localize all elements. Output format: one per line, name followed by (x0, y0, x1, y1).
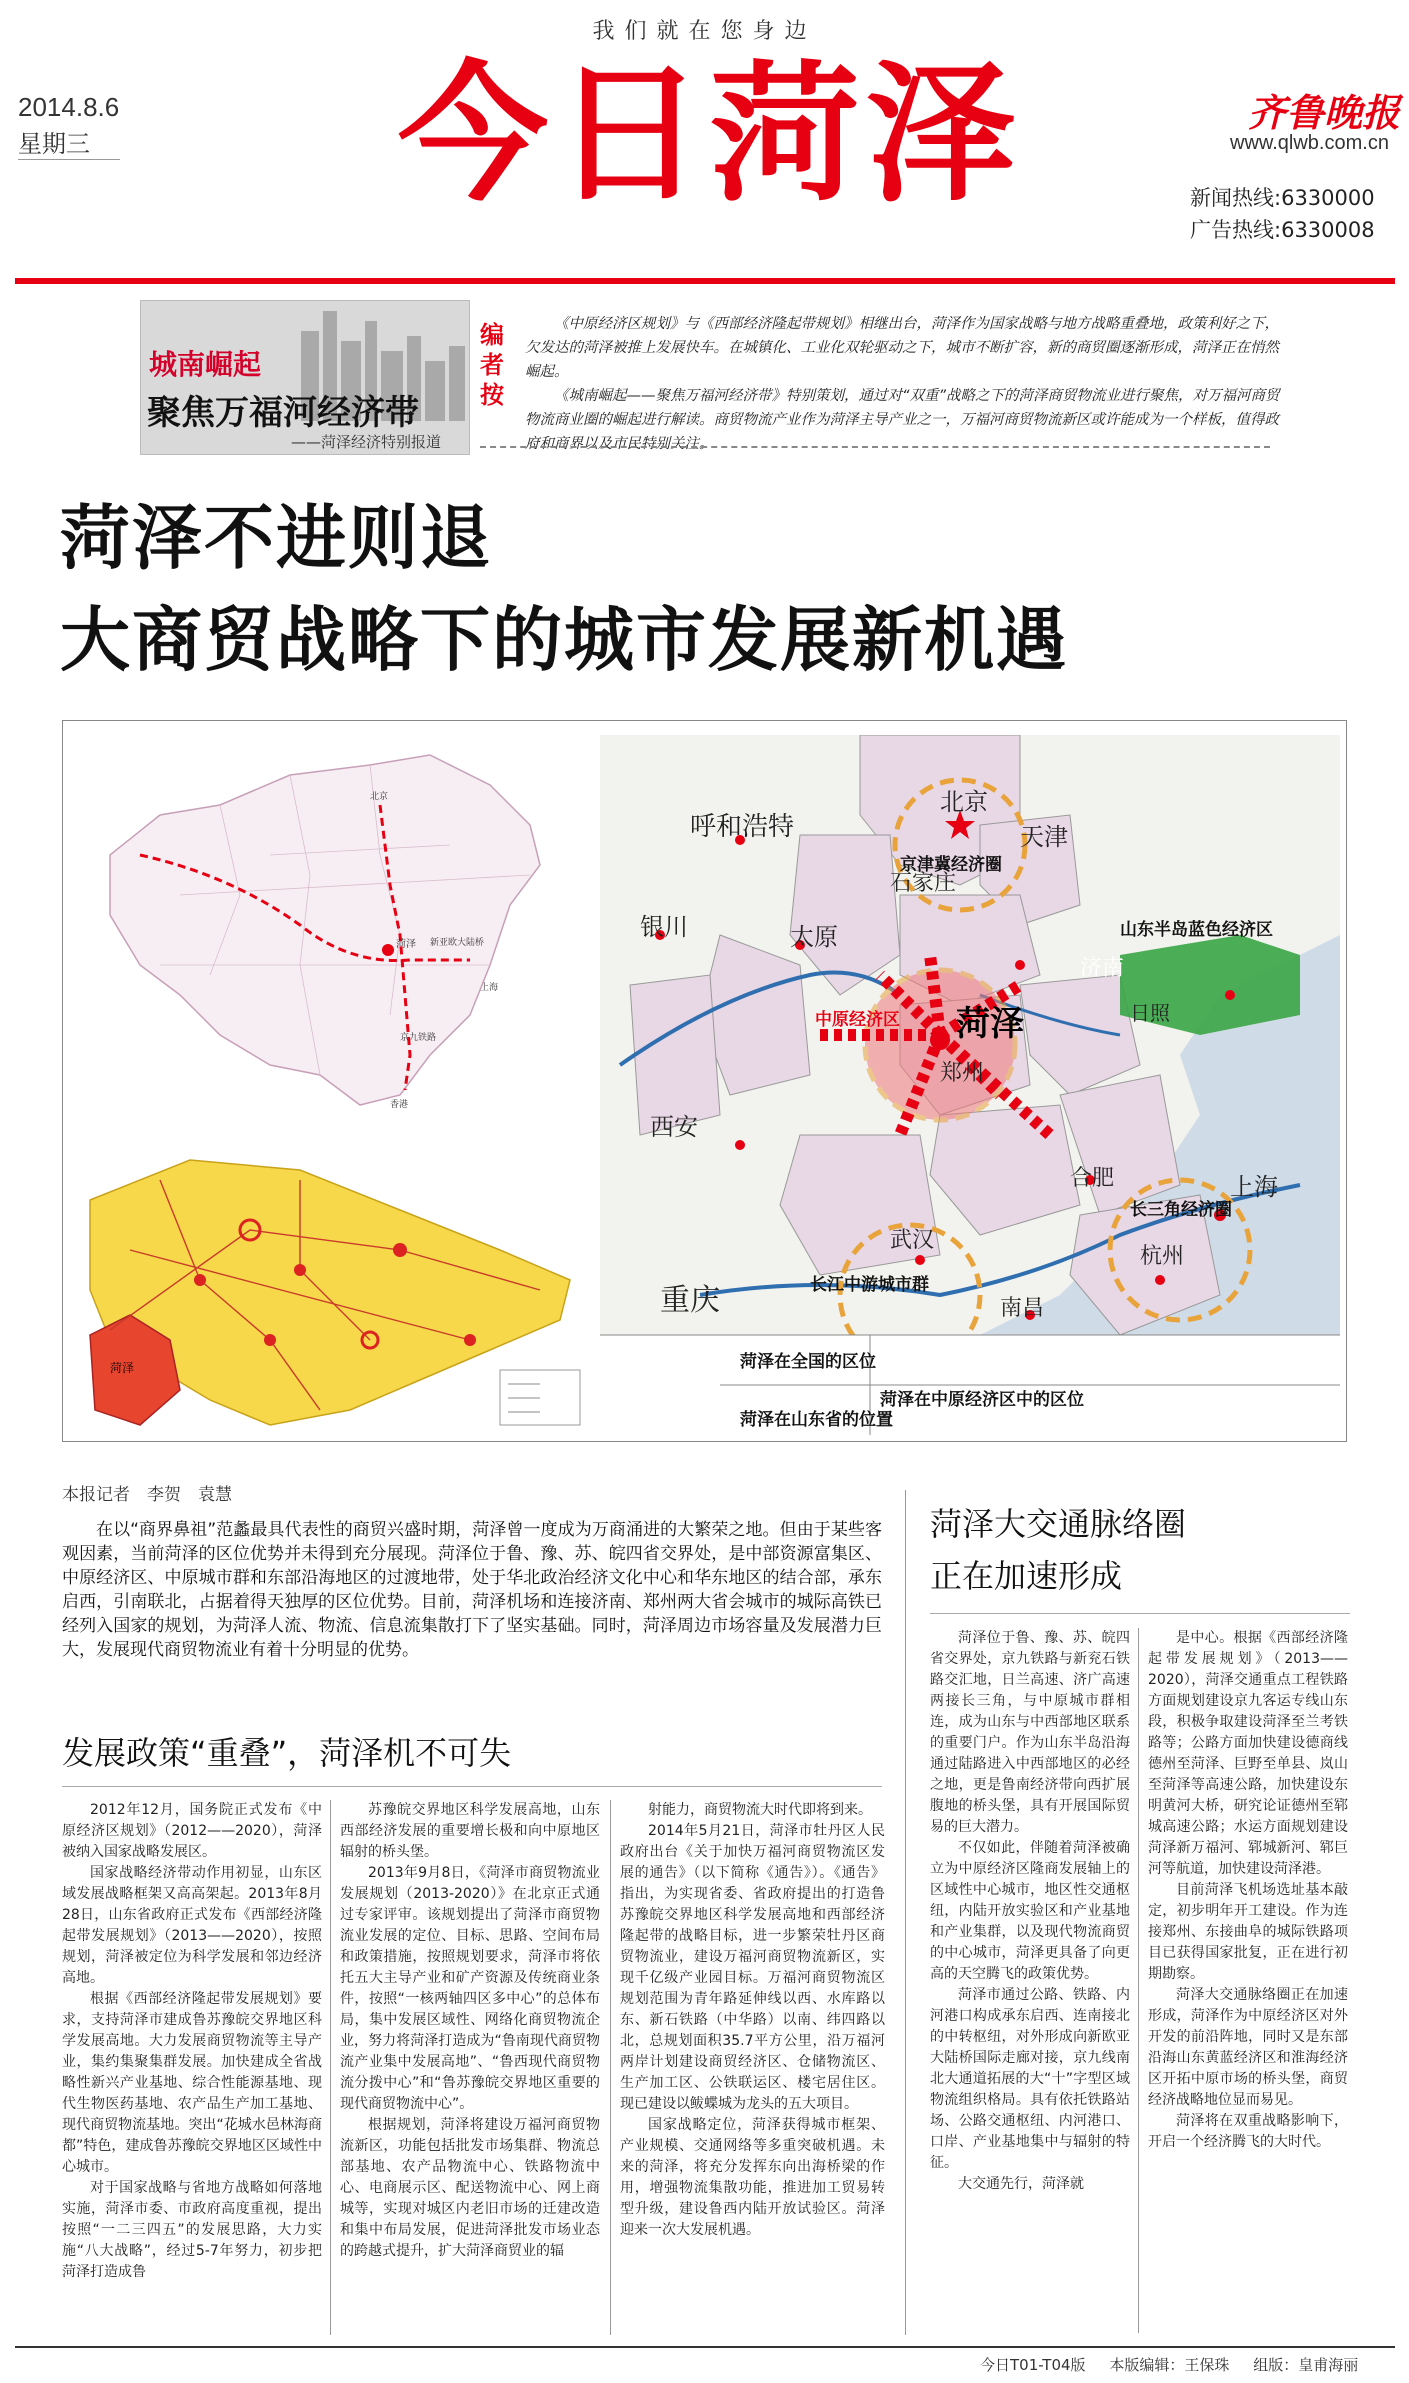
article-column-1 (62, 1800, 322, 2283)
article-column-4 (930, 1628, 1130, 2195)
footer-layout: 组版：皇甫海丽 (1253, 2356, 1359, 2374)
sidebar-title-rule (930, 1613, 1350, 1614)
headline-line1: 菏泽不进则退 (60, 497, 492, 579)
column-divider (330, 1800, 331, 2335)
paragraph: 是中心。根据《西部经济隆起带发展规划》（2013——2020），菏泽交通重点工程铁路方面规划建设京九客运专线山东段，积极争取建设菏泽至兰考铁路等；公路方面加快建设德商线德州至菏泽、巨野至单县、岚山至菏泽等高速公路，加快建设东明黄河大桥，研究论证德州至郓城高速公路；水运方面规划建设菏泽新万福河、郓城新河、郓巨河等航道，加快建设菏泽港。 (1148, 1630, 1348, 1877)
editor-note-para: 《城南崛起——聚焦万福河经济带》特别策划，通过对“双重”战略之下的菏泽商贸物流业进行聚焦，对万福河商贸物流商业圈的崛起进行解读。商贸物流产业作为菏泽主导产业之一，万福河商贸物流新区或许能成为一个样板，值得政府和商界以及市民特别关注。 (525, 388, 1280, 452)
city-tianjin: 天津 (1020, 823, 1068, 851)
shandong-label-heze: 菏泽 (110, 1361, 135, 1375)
city-yinchuan: 银川 (640, 913, 688, 941)
footer-info (980, 2354, 1358, 2375)
paragraph: 菏泽位于鲁、豫、苏、皖四省交界处，京九铁路与新兖石铁路交汇地，日兰高速、济广高速两接长三角，与中原城市群相连，成为山东与中西部地区联系的重要门户。作为山东半岛沿海通过陆路进入中西部地区的必经之地，更是鲁南经济带向西扩展腹地的桥头堡，具有开展国际贸易的巨大潜力。 (930, 1630, 1130, 1835)
footer-editor: 本版编辑：王保珠 (1109, 2356, 1230, 2374)
caption-central: 菏泽在中原经济区中的区位 (880, 1390, 1084, 1410)
sidebar-title-line2: 正在加速形成 (930, 1557, 1123, 1595)
china-map (70, 735, 590, 1125)
paragraph: 国家战略定位，菏泽获得城市框架、产业规模、交通网络等多重突破机遇。未来的菏泽，将充分发挥东向出海桥梁的作用，增强物流集散功能，推进加工贸易转型升级，建设鲁西内陆开放试验区。菏泽迎来一次大发展机遇。 (620, 2117, 885, 2238)
editor-note-para: 《中原经济区规划》与《西部经济隆起带规划》相继出台，菏泽作为国家战略与地方战略重叠地，政策利好之下，欠发达的菏泽被推上发展快车。在城镇化、工业化双轮驱动之下，城市不断扩容，新的商贸圈逐渐形成，菏泽正在悄然崛起。 (525, 316, 1279, 380)
article-column-2 (340, 1800, 600, 2262)
banner-line3: ——菏泽经济特别报道 (291, 433, 442, 451)
slogan: 我们就在您身边 (592, 19, 817, 44)
caption-national: 菏泽在全国的区位 (740, 1352, 876, 1372)
ad-hotline-label: 广告热线: (1190, 218, 1282, 242)
city-chongqing: 重庆 (660, 1283, 720, 1318)
paragraph: 菏泽大交通脉络圈正在加速形成，菏泽作为中原经济区对外开发的前沿阵地，同时又是东部沿海山东黄蓝经济区和淮海经济区开拓中原市场的桥头堡，商贸经济战略地位显而易见。 (1148, 1987, 1348, 2108)
city-shanghai: 上海 (1230, 1173, 1278, 1201)
sidebar-title-line1: 菏泽大交通脉络圈 (930, 1505, 1187, 1543)
paragraph: 不仅如此，伴随着菏泽被确立为中原经济区隆商发展轴上的区域性中心城市，地区性交通枢纽，内陆开放实验区和产业基地和产业集群，以及现代物流商贸的中心城市，菏泽更具备了向更高的天空腾飞的政策优势。 (930, 1840, 1130, 1982)
sidebar-title (930, 1498, 1350, 1602)
city-shijiazhuang: 石家庄 (890, 871, 957, 896)
china-label-heze: 菏泽 (396, 939, 416, 950)
zone-central-plains: 中原经济区 (815, 1010, 900, 1030)
caption-shandong: 菏泽在山东省的位置 (740, 1410, 893, 1430)
headline-line2: 大商贸战略下的城市发展新机遇 (60, 599, 1068, 681)
china-label-beijing: 北京 (370, 792, 389, 802)
byline: 本报记者 李贺 袁慧 (62, 1485, 232, 1505)
city-nanchang: 南昌 (1000, 1296, 1045, 1321)
paragraph: 菏泽市通过公路、铁路、内河港口构成承东启西、连南接北的中转枢纽，对外形成向新欧亚大陆桥国际走廊对接，京九线南北大通道拓展的大“十”字型区域物流组织格局。具有依托铁路站场、公路交通枢纽、内河港口、口岸、产业基地集中与辐射的特征。 (930, 1987, 1130, 2171)
column-divider (1138, 1628, 1139, 2333)
city-jinan: 济南 (1080, 956, 1125, 981)
paragraph: 大交通先行，菏泽就 (958, 2176, 1084, 2192)
dashed-divider (480, 446, 1270, 448)
paragraph: 菏泽将在双重战略影响下，开启一个经济腾飞的大时代。 (1148, 2113, 1348, 2150)
city-hefei: 合肥 (1070, 1166, 1115, 1191)
zone-yangtze-delta: 长三角经济圈 (1130, 1200, 1232, 1220)
ad-hotline (1190, 214, 1375, 244)
website-link[interactable]: www.qlwb.com.cn (1230, 132, 1389, 154)
article-intro: 在以“商界鼻祖”范蠡最具代表性的商贸兴盛时期，菏泽曾一度成为万商涌进的大繁荣之地。但由于某些客观因素，当前菏泽的区位优势并未得到充分展现。菏泽位于鲁、豫、苏、皖四省交界处，是中部资源富集区、中原经济区、中原城市群和东部沿海地区的过渡地带，处于华北政治经济文化中心和华东地区的结合部，承东启西，引南联北，占据着得天独厚的区位优势。目前，菏泽机场和连接济南、郑州两大省会城市的城际高铁已经列入国家的规划，为菏泽人流、物流、信息流集散打下了坚实基础。同时，菏泽周边市场容量及发展潜力巨大，发展现代商贸物流业有着十分明显的优势。 (62, 1520, 882, 1660)
banner-line2: 聚焦万福河经济带 (147, 393, 419, 433)
zone-yangtze-middle: 长江中游城市群 (810, 1275, 929, 1295)
header-divider (15, 278, 1395, 284)
city-zhengzhou: 郑州 (940, 1061, 985, 1086)
article-column-5 (1148, 1628, 1348, 2153)
news-hotline-label: 新闻热线: (1190, 186, 1282, 210)
issue-date: 2014.8.6 (18, 92, 120, 122)
city-wuhan: 武汉 (890, 1228, 935, 1253)
editor-note-label: 编者按 (480, 321, 504, 409)
paragraph: 苏豫皖交界地区科学发展高地，山东西部经济发展的重要增长极和向中原地区辐射的桥头堡。 (340, 1802, 600, 1860)
china-label-hongkong: 香港 (390, 1100, 409, 1110)
city-taiyuan: 太原 (790, 923, 838, 951)
issue-weekday: 星期三 (18, 124, 120, 160)
paragraph: 国家战略经济带动作用初显，山东区域发展战略框架又高高架起。2013年8月28日，山东省政府正式发布《西部经济隆起带发展规划》（2013——2020），按照规划，菏泽被定位为科学发展和邻边经济高地。 (62, 1865, 322, 1986)
paragraph: 射能力，商贸物流大时代即将到来。 (648, 1802, 872, 1818)
city-rizhao: 日照 (1130, 1001, 1170, 1025)
paragraph: 根据规划，菏泽将建设万福河商贸物流新区，功能包括批发市场集群、物流总部基地、农产品物流中心、铁路物流中心、电商展示区、配送物流中心、网上商城等，实现对城区内老旧市场的迁建改造和集中布局发展，促进菏泽批发市场业态的跨越式提升，扩大菏泽商贸业的辐 (340, 2117, 600, 2259)
paragraph: 2013年9月8日，《菏泽市商贸物流业发展规划（2013-2020）》在北京正式通过专家评审。该规划提出了菏泽市商贸物流业发展的定位、目标、思路、空间布局和政策措施，按照规划要求，菏泽市将依托五大主导产业和矿产资源及传统商业条件，按照“一核两轴四区多中心”的总体布局，集中发展区域性、网络化商贸物流企业，努力将菏泽打造成为“鲁南现代商贸物流产业集中发展高地”、“鲁西现代商贸物流分拨中心”和“鲁苏豫皖交界地区重要的现代商贸物流中心”。 (340, 1865, 600, 2112)
ad-hotline-number: 6330008 (1281, 218, 1375, 242)
news-hotline (1190, 182, 1375, 212)
editor-note-text (525, 312, 1290, 456)
news-hotline-number: 6330000 (1281, 186, 1375, 210)
china-label-landbridge: 新亚欧大陆桥 (430, 938, 485, 948)
paragraph: 2012年12月，国务院正式发布《中原经济区规划》（2012——2020），菏泽被纳入国家战略发展区。 (62, 1802, 322, 1860)
city-hangzhou: 杭州 (1140, 1244, 1185, 1269)
zone-shandong-blue: 山东半岛蓝色经济区 (1120, 920, 1273, 940)
paragraph: 目前菏泽飞机场选址基本敲定，初步明年开工建设。作为连接郑州、东接曲阜的城际铁路项目已获得国家批复，正在进行初期勘察。 (1148, 1882, 1348, 1982)
article-column-3 (620, 1800, 885, 2241)
shandong-map (70, 1140, 590, 1435)
paragraph: 2014年5月21日，菏泽市牡丹区人民政府出台《关于加快万福河商贸物流区发展的通告》（以下简称《通告》）。《通告》指出，为实现省委、省政府提出的打造鲁苏豫皖交界地区科学发展高地和西部经济隆起带的战略目标，进一步繁荣牡丹区商贸物流业，建设万福河商贸物流新区，实现千亿级产业园目标。万福河商贸物流区规划范围为青年路延伸线以西、水库路以东、新石铁路（中华路）以南、纬四路以北，总规划面积35.7平方公里，沿万福河两岸计划建设商贸经济区、仓储物流区、生产加工区、公铁联运区、楼宅居住区。现已建设以鲅蝶城为龙头的五大项目。 (620, 1823, 885, 2112)
footer-pages: 今日T01-T04版 (980, 2356, 1086, 2374)
special-report-banner (140, 300, 470, 455)
paragraph: 根据《西部经济隆起带发展规划》要求，支持菏泽市建成鲁苏豫皖交界地区科学发展高地。大力发展商贸物流等主导产业，集约集聚集群发展。加快建成全省战略性新兴产业基地、综合性能源基地、现代生物医药基地、农产品生产加工基地、现代商贸物流基地。突出“花城水邑林海商都”特色，建成鲁苏豫皖交界地区区域性中心城市。 (62, 1991, 322, 2175)
city-beijing: 北京 (940, 788, 988, 816)
banner-line1: 城南崛起 (149, 348, 262, 381)
paragraph: 对于国家战略与省地方战略如何落地实施，菏泽市委、市政府高度重视，提出按照“一二三四五”的发展思路，大力实施“八大战略”，经过5-7年努力，初步把菏泽打造成鲁 (62, 2180, 322, 2280)
sidebar-divider (905, 1490, 906, 2335)
china-label-jingjiu: 京九铁路 (400, 1033, 437, 1043)
column-divider (610, 1800, 611, 2335)
city-hohhot: 呼和浩特 (690, 812, 795, 842)
section-title: 发展政策“重叠”，菏泽机不可失 (62, 1728, 882, 1787)
regional-map (600, 735, 1340, 1435)
city-xian: 西安 (650, 1113, 698, 1141)
masthead-title: 今日菏泽 (397, 48, 1022, 222)
zone-jingjinji: 京津冀经济圈 (900, 855, 1002, 875)
brand-logo: 齐鲁晚报 (1248, 90, 1401, 135)
footer-divider (15, 2346, 1395, 2348)
city-heze: 菏泽 (956, 1004, 1024, 1044)
china-label-shanghai: 上海 (480, 983, 499, 993)
